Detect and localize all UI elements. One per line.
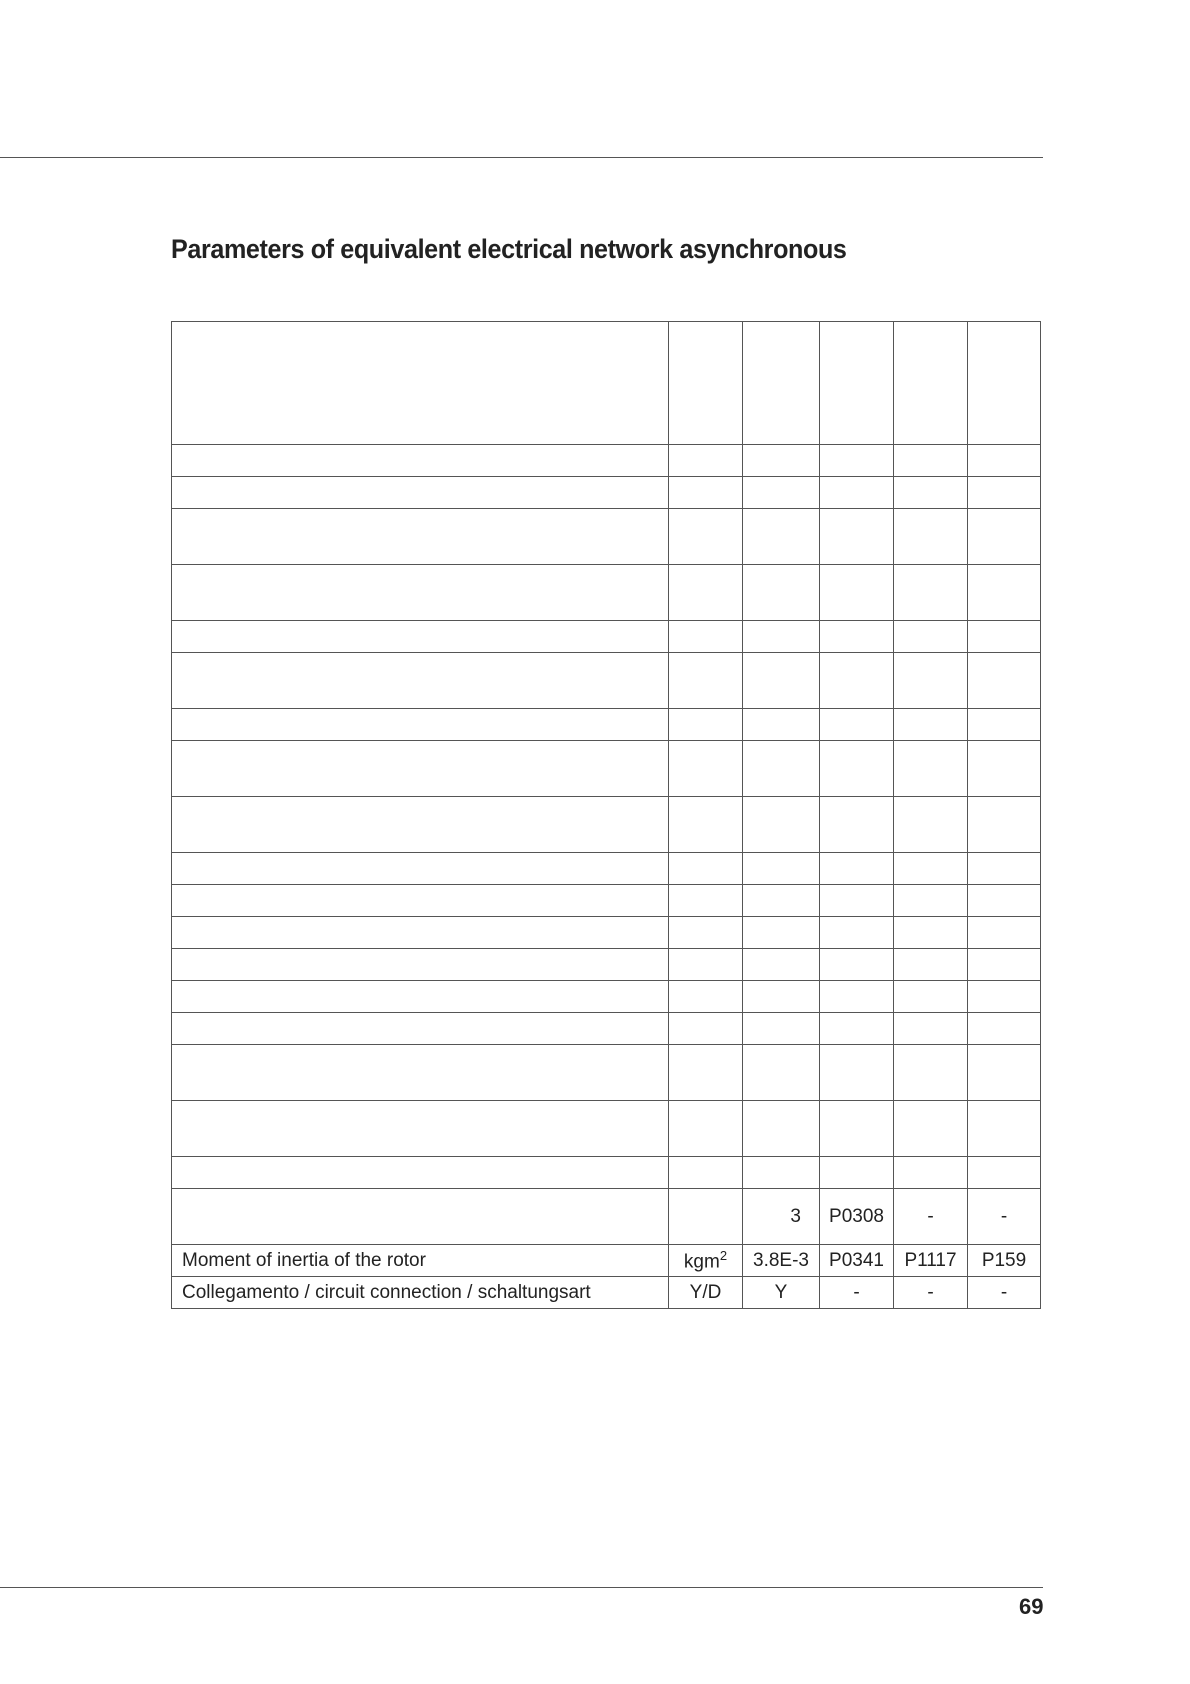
table-row <box>172 621 1041 653</box>
table-header-row <box>172 322 1041 445</box>
value-cell <box>820 981 894 1013</box>
table-row <box>172 1277 1041 1309</box>
value-cell <box>820 741 894 797</box>
table-row <box>172 1245 1041 1277</box>
unit-cell <box>669 853 743 885</box>
value-cell <box>820 1013 894 1045</box>
value-cell <box>968 445 1041 477</box>
parameters-table <box>171 321 1041 1309</box>
table-row <box>172 709 1041 741</box>
value-cell <box>820 477 894 509</box>
value-cell <box>894 981 968 1013</box>
unit-cell <box>669 1189 743 1245</box>
parameter-cell <box>172 1189 669 1245</box>
value-cell <box>743 1045 820 1101</box>
value-cell <box>820 1157 894 1189</box>
header-cell <box>968 322 1041 445</box>
unit-cell <box>669 445 743 477</box>
value-cell <box>743 853 820 885</box>
table-row <box>172 1189 1041 1245</box>
value-cell <box>743 565 820 621</box>
unit-cell <box>669 949 743 981</box>
header-cell <box>743 322 820 445</box>
value-cell <box>894 709 968 741</box>
table-row <box>172 917 1041 949</box>
value-cell <box>743 949 820 981</box>
parameter-cell <box>172 509 669 565</box>
table-row <box>172 653 1041 709</box>
value-cell <box>894 445 968 477</box>
header-cell <box>894 322 968 445</box>
value-cell <box>743 797 820 853</box>
unit-cell <box>669 565 743 621</box>
value-cell <box>820 797 894 853</box>
parameter-cell: Collegamento / circuit connection / schaltungsart <box>172 1277 669 1309</box>
unit-cell <box>669 741 743 797</box>
table-row <box>172 445 1041 477</box>
value-cell <box>968 885 1041 917</box>
table-row <box>172 949 1041 981</box>
parameter-cell <box>172 853 669 885</box>
value-cell <box>820 509 894 565</box>
value-cell <box>968 917 1041 949</box>
value-cell: - <box>968 1277 1041 1309</box>
value-cell: 3 <box>743 1189 820 1245</box>
unit-cell <box>669 917 743 949</box>
table-row <box>172 509 1041 565</box>
value-cell <box>968 1045 1041 1101</box>
value-cell <box>968 1157 1041 1189</box>
value-cell <box>968 949 1041 981</box>
value-cell <box>894 1045 968 1101</box>
parameter-cell <box>172 741 669 797</box>
value-cell <box>743 1013 820 1045</box>
unit-cell <box>669 1013 743 1045</box>
value-cell <box>820 885 894 917</box>
unit-cell <box>669 509 743 565</box>
table-row <box>172 853 1041 885</box>
value-cell <box>743 1157 820 1189</box>
value-cell <box>820 1045 894 1101</box>
parameter-cell <box>172 885 669 917</box>
value-cell: P0341 <box>820 1245 894 1277</box>
table-row <box>172 797 1041 853</box>
value-cell <box>894 853 968 885</box>
unit-cell <box>669 653 743 709</box>
header-cell <box>669 322 743 445</box>
header-cell <box>820 322 894 445</box>
value-cell: Y <box>743 1277 820 1309</box>
unit-superscript: 2 <box>719 1247 728 1263</box>
value-cell <box>743 741 820 797</box>
table-row <box>172 1101 1041 1157</box>
value-cell <box>968 621 1041 653</box>
value-cell: - <box>820 1277 894 1309</box>
value-cell <box>968 477 1041 509</box>
table-row <box>172 741 1041 797</box>
value-cell <box>743 477 820 509</box>
parameter-cell <box>172 1013 669 1045</box>
table-row <box>172 981 1041 1013</box>
value-cell <box>894 509 968 565</box>
value-cell <box>894 621 968 653</box>
value-cell <box>968 653 1041 709</box>
parameter-cell <box>172 949 669 981</box>
value-cell: - <box>894 1277 968 1309</box>
unit-cell <box>669 885 743 917</box>
unit-cell: kgm$^2$ <box>669 1245 743 1277</box>
table-row <box>172 1045 1041 1101</box>
value-cell <box>743 885 820 917</box>
value-cell <box>743 621 820 653</box>
parameter-cell <box>172 981 669 1013</box>
parameter-cell <box>172 653 669 709</box>
page-number: 69 <box>1019 1594 1044 1619</box>
value-cell <box>968 1101 1041 1157</box>
value-cell: - <box>968 1189 1041 1245</box>
parameter-cell <box>172 477 669 509</box>
value-cell <box>894 565 968 621</box>
parameter-cell <box>172 565 669 621</box>
value-cell <box>820 709 894 741</box>
value-cell <box>820 1101 894 1157</box>
page-title: Parameters of equivalent electrical network asynchronous <box>171 234 847 264</box>
parameter-cell <box>172 621 669 653</box>
value-cell <box>743 981 820 1013</box>
unit-cell <box>669 797 743 853</box>
parameter-cell <box>172 445 669 477</box>
value-cell <box>968 981 1041 1013</box>
parameter-cell <box>172 1045 669 1101</box>
header-cell <box>172 322 669 445</box>
value-cell <box>968 565 1041 621</box>
table-row <box>172 885 1041 917</box>
table-row <box>172 477 1041 509</box>
unit-cell <box>669 1101 743 1157</box>
value-cell <box>820 621 894 653</box>
value-cell <box>820 445 894 477</box>
value-cell <box>820 653 894 709</box>
parameter-cell <box>172 797 669 853</box>
value-cell <box>743 445 820 477</box>
value-cell <box>894 949 968 981</box>
unit-cell <box>669 1045 743 1101</box>
value-cell <box>820 917 894 949</box>
unit-cell <box>669 477 743 509</box>
value-cell <box>968 797 1041 853</box>
value-cell <box>894 477 968 509</box>
value-cell <box>894 885 968 917</box>
value-cell <box>894 1157 968 1189</box>
value-cell <box>820 565 894 621</box>
value-cell: P1117 <box>894 1245 968 1277</box>
value-cell <box>894 1013 968 1045</box>
value-cell <box>820 949 894 981</box>
top-rule <box>0 157 1043 158</box>
parameter-cell <box>172 917 669 949</box>
value-cell <box>743 653 820 709</box>
value-cell <box>894 1101 968 1157</box>
value-cell <box>743 509 820 565</box>
value-cell: - <box>894 1189 968 1245</box>
value-cell <box>820 853 894 885</box>
table-row <box>172 1157 1041 1189</box>
parameter-cell <box>172 1101 669 1157</box>
table-row <box>172 565 1041 621</box>
unit-cell <box>669 709 743 741</box>
value-cell: P0308 <box>820 1189 894 1245</box>
value-cell <box>743 917 820 949</box>
value-cell <box>894 741 968 797</box>
unit-cell: Y/D <box>669 1277 743 1309</box>
value-cell <box>968 853 1041 885</box>
parameter-cell <box>172 1157 669 1189</box>
parameter-cell: Moment of inertia of the rotor <box>172 1245 669 1277</box>
table-row <box>172 1013 1041 1045</box>
value-cell <box>743 1101 820 1157</box>
value-cell <box>894 917 968 949</box>
value-cell <box>743 709 820 741</box>
value-cell: 3.8E-3 <box>743 1245 820 1277</box>
unit-cell <box>669 981 743 1013</box>
unit-cell <box>669 1157 743 1189</box>
parameter-cell <box>172 709 669 741</box>
value-cell: P159 <box>968 1245 1041 1277</box>
unit-cell <box>669 621 743 653</box>
value-cell <box>894 797 968 853</box>
value-cell <box>894 653 968 709</box>
bottom-rule <box>0 1587 1043 1588</box>
value-cell <box>968 509 1041 565</box>
value-cell <box>968 741 1041 797</box>
value-cell <box>968 1013 1041 1045</box>
value-cell <box>968 709 1041 741</box>
